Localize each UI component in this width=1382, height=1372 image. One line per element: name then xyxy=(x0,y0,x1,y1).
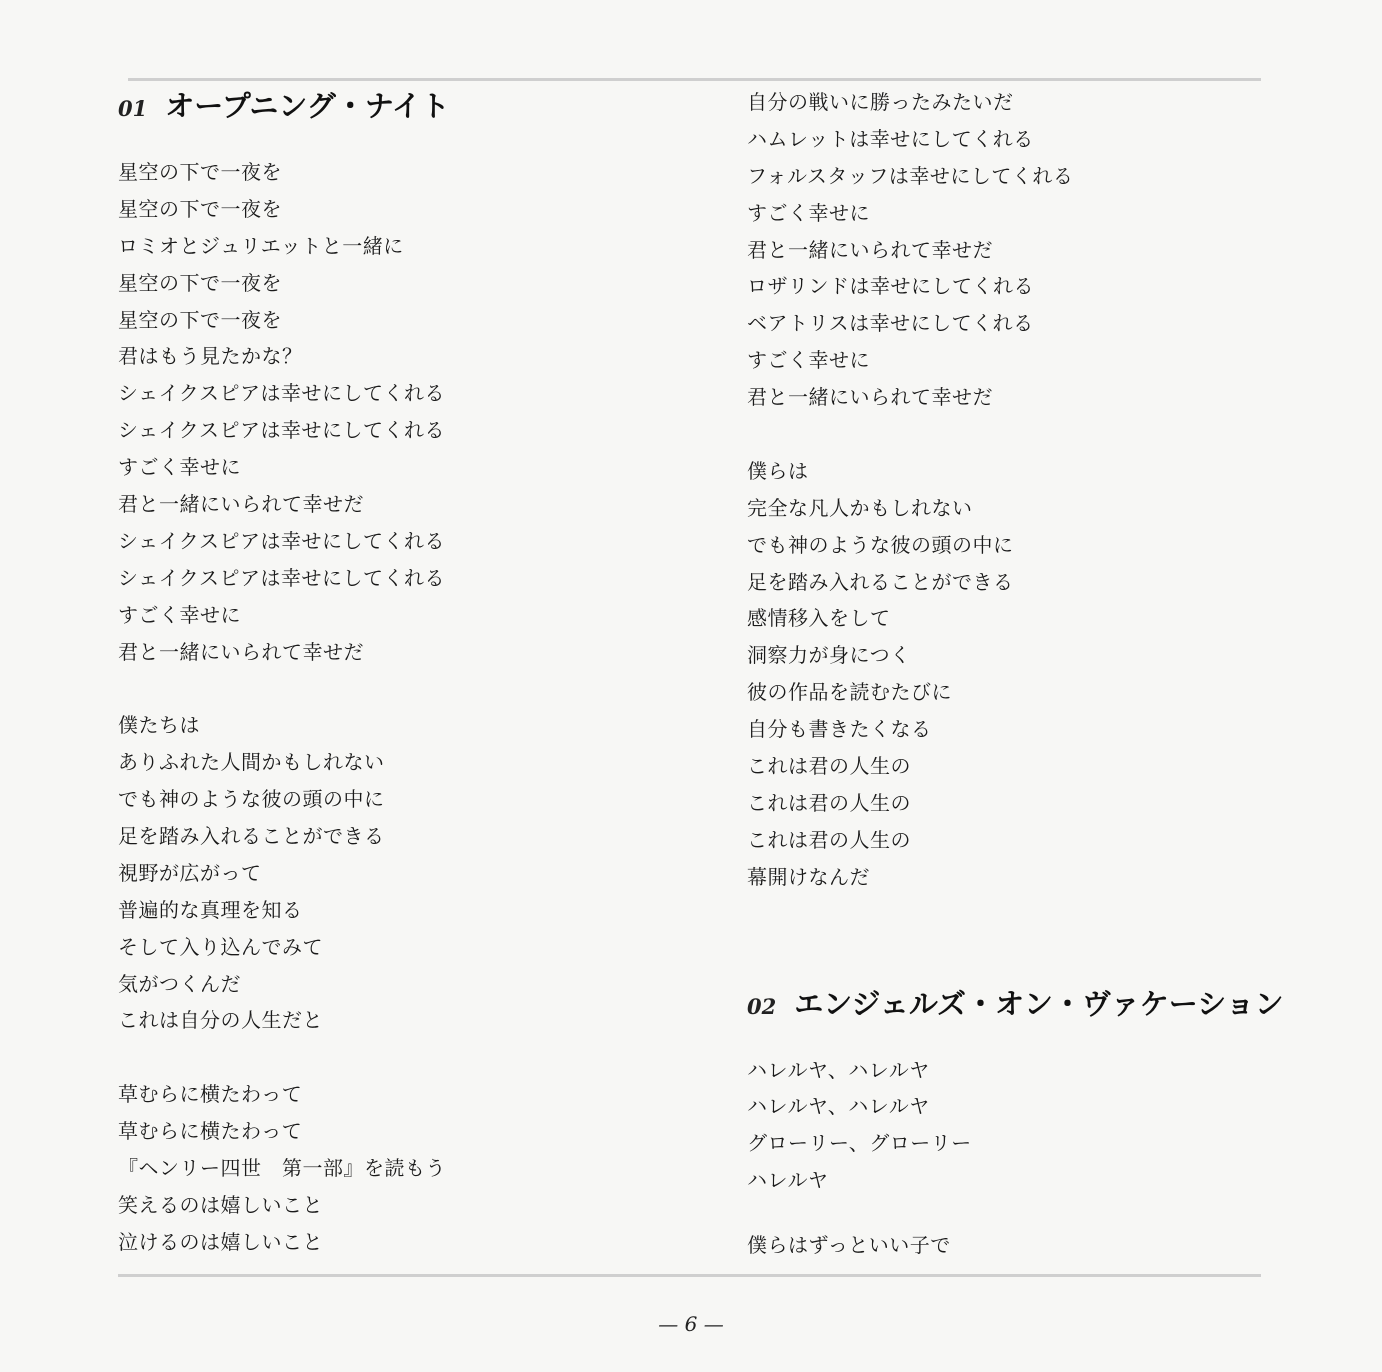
lyric-line: ありふれた人間かもしれない xyxy=(118,750,385,775)
lyric-line: シェイクスピアは幸せにしてくれる xyxy=(118,528,445,553)
lyric-line: 『ヘンリー四世 第一部』を読もう xyxy=(118,1156,446,1181)
lyric-line: 完全な凡人かもしれない xyxy=(747,495,973,520)
stanza-gap xyxy=(118,1039,678,1076)
lyric-line: これは君の人生の xyxy=(747,827,911,852)
lyric-line: でも神のような彼の頭の中に xyxy=(747,532,1014,557)
lyric-line: そして入り込んでみて xyxy=(118,934,323,959)
lyric-line: でも神のような彼の頭の中に xyxy=(118,787,385,812)
song-number: 01 xyxy=(118,96,148,121)
song-name: エンジェルズ・オン・ヴァケーション xyxy=(794,986,1284,1021)
song-name: オープニング・ナイト xyxy=(165,89,450,123)
lyric-line: すごく幸せに xyxy=(118,602,241,627)
lyric-line: 笑えるのは嬉しいこと xyxy=(118,1192,323,1217)
lyric-line: これは自分の人生だと xyxy=(118,1008,323,1033)
page-number: — 6 — xyxy=(658,1312,724,1336)
lyric-line: 視野が広がって xyxy=(118,860,262,885)
lyric-line: 自分の戦いに勝ったみたいだ xyxy=(747,90,1014,114)
left-column xyxy=(118,84,678,1261)
lyric-line: 感情移入をして xyxy=(747,606,891,631)
lyric-line: ハレルヤ、ハレルヤ xyxy=(747,1057,930,1082)
lyric-line: ハレルヤ、ハレルヤ xyxy=(747,1094,930,1119)
lyric-line: シェイクスピアは幸せにしてくれる xyxy=(118,565,445,590)
lyric-line: 君はもう見たかな？ xyxy=(118,344,303,369)
lyric-line: 僕らは xyxy=(747,458,809,483)
stanza-gap xyxy=(118,670,678,707)
song-title-02 xyxy=(747,982,1347,1028)
lyric-line: シェイクスピアは幸せにしてくれる xyxy=(118,418,445,443)
stanza-gap xyxy=(747,416,1347,453)
lyric-line: ロミオとジュリエットと一緒に xyxy=(118,233,404,258)
lyric-line: 幕開けなんだ xyxy=(747,864,870,889)
lyric-line: 草むらに横たわって xyxy=(118,1082,303,1107)
lyric-line: すごく幸せに xyxy=(747,200,870,225)
top-rule xyxy=(128,78,1261,81)
lyric-line: すごく幸せに xyxy=(118,455,241,480)
lyric-line: 君と一緒にいられて幸せだ xyxy=(747,385,993,410)
lyric-line: 君と一緒にいられて幸せだ xyxy=(747,237,993,262)
lyric-line: 君と一緒にいられて幸せだ xyxy=(118,492,364,517)
lyric-line: 彼の作品を読むたびに xyxy=(747,680,952,705)
song-number: 02 xyxy=(747,993,777,1019)
lyric-line: 足を踏み入れることができる xyxy=(118,824,385,849)
lyric-line: 草むらに横たわって xyxy=(118,1119,303,1144)
lyric-line: 足を踏み入れることができる xyxy=(747,569,1014,594)
lyric-line: 僕らはずっといい子で xyxy=(747,1233,951,1258)
stanza-gap xyxy=(747,1199,1347,1227)
lyrics-left xyxy=(118,154,678,1261)
lyric-line: これは君の人生の xyxy=(747,754,911,779)
song-title-01 xyxy=(118,84,678,130)
lyric-line: 気がつくんだ xyxy=(118,971,241,996)
lyric-line: 君と一緒にいられて幸せだ xyxy=(118,639,364,664)
lyric-line: フォルスタッフは幸せにしてくれる xyxy=(747,163,1074,188)
lyric-line: すごく幸せに xyxy=(747,348,870,373)
lyric-line: 星空の下で一夜を xyxy=(118,270,282,295)
lyric-line: 星空の下で一夜を xyxy=(118,307,282,332)
lyric-line: 普遍的な真理を知る xyxy=(118,897,303,922)
bottom-rule xyxy=(118,1274,1261,1277)
lyric-line: 星空の下で一夜を xyxy=(118,160,282,184)
lyric-line: 自分も書きたくなる xyxy=(747,717,932,742)
lyric-line: 泣けるのは嬉しいこと xyxy=(118,1229,323,1254)
lyric-line: シェイクスピアは幸せにしてくれる xyxy=(118,381,445,406)
lyric-line: ロザリンドは幸せにしてくれる xyxy=(747,274,1034,299)
lyric-line: これは君の人生の xyxy=(747,790,911,815)
lyric-line: グローリー、グローリー xyxy=(747,1131,972,1156)
lyric-line: 星空の下で一夜を xyxy=(118,196,282,221)
lyric-line: ハレルヤ xyxy=(747,1168,829,1193)
lyrics-right xyxy=(747,84,1347,896)
lyric-line: 洞察力が身につく xyxy=(747,643,911,668)
lyric-line: ハムレットは幸せにしてくれる xyxy=(747,126,1034,151)
lyric-line: 僕たちは xyxy=(118,713,200,738)
right-column xyxy=(747,84,1347,1264)
lyrics-song2 xyxy=(747,1052,1347,1264)
lyric-line: ベアトリスは幸せにしてくれる xyxy=(747,311,1034,336)
